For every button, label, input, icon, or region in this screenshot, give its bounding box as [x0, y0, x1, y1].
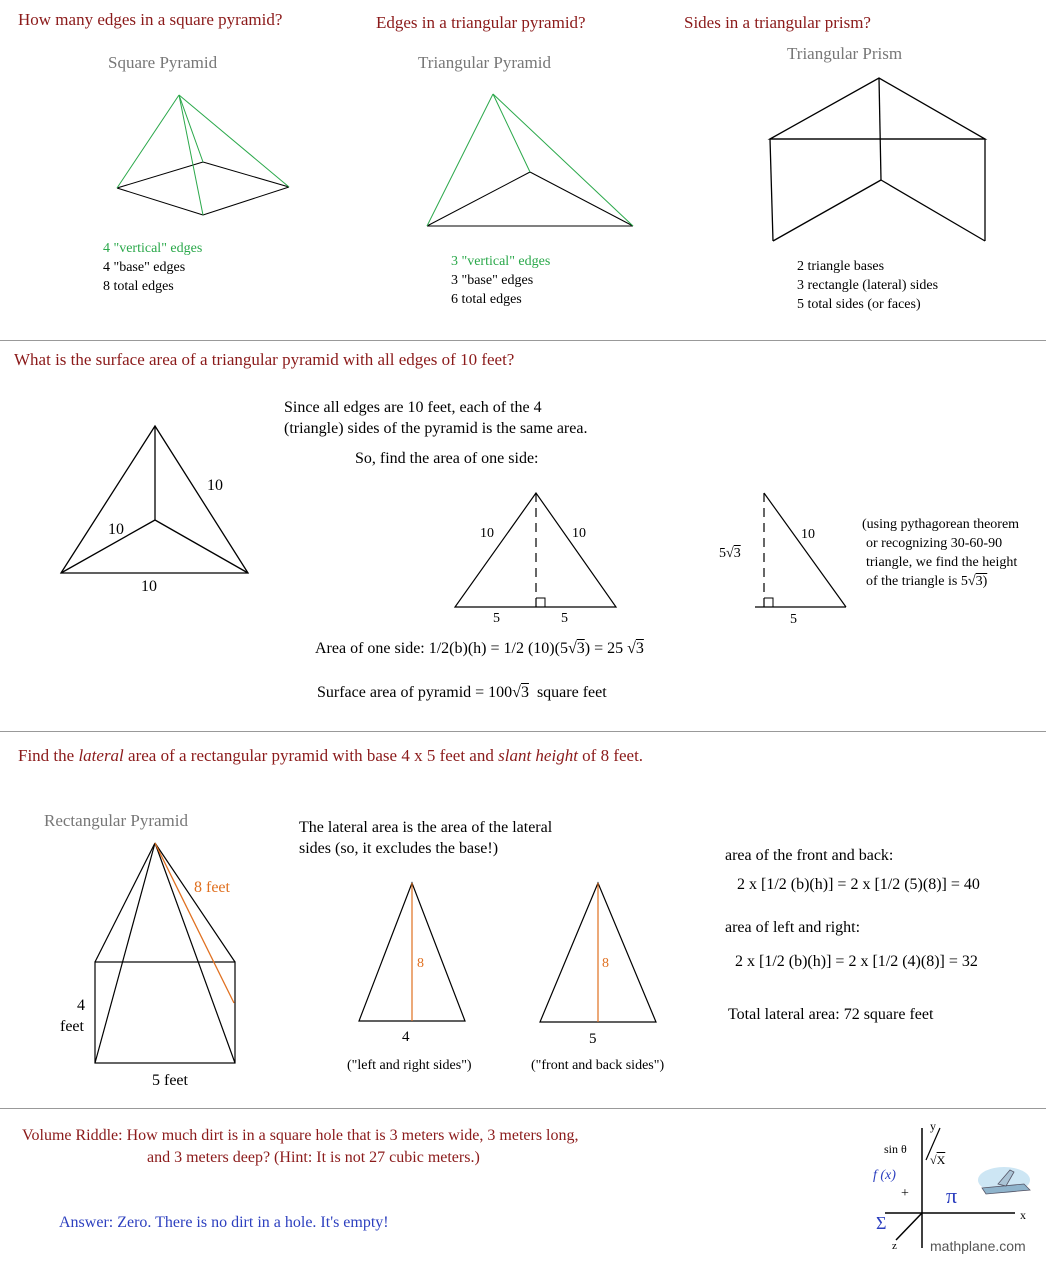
area-one-side: Area of one side: 1/2(b)(h) = 1/2 (10)(5√3) = 25 √3 — [315, 640, 644, 657]
sqrt-symbol-icon: √ — [930, 1153, 937, 1167]
sqrt-symbol-icon: √ — [627, 640, 636, 657]
lateral-def-line-1: The lateral area is the area of the lateral — [299, 819, 553, 836]
square-base-edges: 4 "base" edges — [103, 260, 186, 275]
logo-pi: π — [946, 1183, 958, 1208]
find-area-text: So, find the area of one side: — [355, 450, 539, 467]
surface-area-result: Surface area of pyramid = 100√3 square feet — [317, 684, 607, 701]
rectangular-pyramid-label: Rectangular Pyramid — [44, 811, 188, 830]
equi-side-right: 10 — [572, 526, 586, 541]
question-square-pyramid: How many edges in a square pyramid? — [18, 10, 283, 29]
tri2-base-label: 5 — [589, 1031, 597, 1047]
square-vertical-edges: 4 "vertical" edges — [103, 241, 203, 256]
logo-sigma: Σ — [876, 1213, 887, 1233]
tri2-caption: ("front and back sides") — [531, 1058, 665, 1073]
sqrt-symbol-icon: √ — [512, 684, 521, 701]
note-line-4: of the triangle is 5√3) — [866, 574, 988, 589]
equi-side-left: 10 — [480, 526, 494, 541]
lateral-def-line-2: sides (so, it excludes the base!) — [299, 840, 499, 857]
equi-half-right: 5 — [561, 611, 568, 626]
logo-z-label: z — [892, 1240, 897, 1252]
riddle-line-1: Volume Riddle: How much dirt is in a square hole that is 3 meters wide, 3 meters long, — [22, 1127, 579, 1144]
left-right-label: area of left and right: — [725, 919, 861, 936]
logo-fx: f (x) — [873, 1168, 896, 1183]
note-line-3: triangle, we find the height — [866, 555, 1018, 570]
tri-base-edges: 3 "base" edges — [451, 273, 534, 288]
square-pyramid-label: Square Pyramid — [108, 53, 218, 72]
tri2-height-label: 8 — [602, 956, 609, 971]
sqrt-symbol-icon: √ — [567, 640, 577, 657]
base-length-5: 5 feet — [152, 1072, 188, 1089]
riddle-answer: Answer: Zero. There is no dirt in a hole. It's empty! — [59, 1214, 389, 1231]
tri1-caption: ("left and right sides") — [347, 1058, 472, 1073]
logo-plus: + — [901, 1186, 909, 1201]
logo-sin: sin θ — [884, 1142, 907, 1156]
logo-site: mathplane.com — [930, 1238, 1026, 1254]
base-width-feet: feet — [60, 1018, 84, 1035]
slant-height-label: 8 feet — [194, 879, 230, 896]
right-tri-base: 5 — [790, 612, 797, 627]
left-right-calc: 2 x [1/2 (b)(h)] = 2 x [1/2 (4)(8)] = 32 — [735, 953, 978, 970]
square-total-edges: 8 total edges — [103, 279, 174, 294]
triangular-pyramid-label: Triangular Pyramid — [418, 53, 552, 72]
logo-sqrt-x: √X — [930, 1153, 946, 1167]
question-triangular-prism: Sides in a triangular prism? — [684, 13, 871, 32]
riddle-line-2: and 3 meters deep? (Hint: It is not 27 cubic meters.) — [147, 1149, 480, 1166]
equi-half-left: 5 — [493, 611, 500, 626]
tri1-base-label: 4 — [402, 1029, 410, 1045]
question-triangular-pyramid: Edges in a triangular pyramid? — [376, 13, 586, 32]
front-back-label: area of the front and back: — [725, 847, 894, 864]
note-line-1: (using pythagorean theorem — [862, 517, 1020, 532]
triangular-prism-label: Triangular Prism — [787, 44, 903, 63]
airplane-icon — [978, 1167, 1030, 1194]
surface-area-question: What is the surface area of a triangular pyramid with all edges of 10 feet? — [14, 350, 515, 369]
base-width-4: 4 — [77, 997, 85, 1014]
prism-sides: 3 rectangle (lateral) sides — [797, 278, 939, 293]
logo-y-label: y — [930, 1119, 936, 1133]
front-back-calc: 2 x [1/2 (b)(h)] = 2 x [1/2 (5)(8)] = 40 — [737, 876, 980, 893]
total-lateral-area: Total lateral area: 72 square feet — [728, 1006, 934, 1023]
prism-total: 5 total sides (or faces) — [797, 297, 921, 312]
since-line-2: (triangle) sides of the pyramid is the same area. — [284, 420, 588, 437]
tetra-edge-right: 10 — [207, 477, 223, 494]
logo-x-label: x — [1020, 1208, 1026, 1222]
tetra-edge-bottom: 10 — [141, 578, 157, 595]
tri-total-edges: 6 total edges — [451, 292, 522, 307]
right-tri-height: 5√3 — [719, 546, 741, 561]
note-line-2: or recognizing 30-60-90 — [866, 536, 1003, 551]
tetra-edge-inner: 10 — [108, 521, 124, 538]
right-tri-hyp: 10 — [801, 527, 815, 542]
tri1-height-label: 8 — [417, 956, 424, 971]
sqrt-symbol-icon: √ — [726, 546, 734, 561]
prism-bases: 2 triangle bases — [797, 259, 885, 274]
since-line-1: Since all edges are 10 feet, each of the 4 — [284, 399, 542, 416]
lateral-area-question: Find the lateral area of a rectangular pyramid with base 4 x 5 feet and slant height of 8 feet. — [18, 746, 644, 765]
tri-vertical-edges: 3 "vertical" edges — [451, 254, 551, 269]
sqrt-symbol-icon: √ — [967, 574, 976, 589]
